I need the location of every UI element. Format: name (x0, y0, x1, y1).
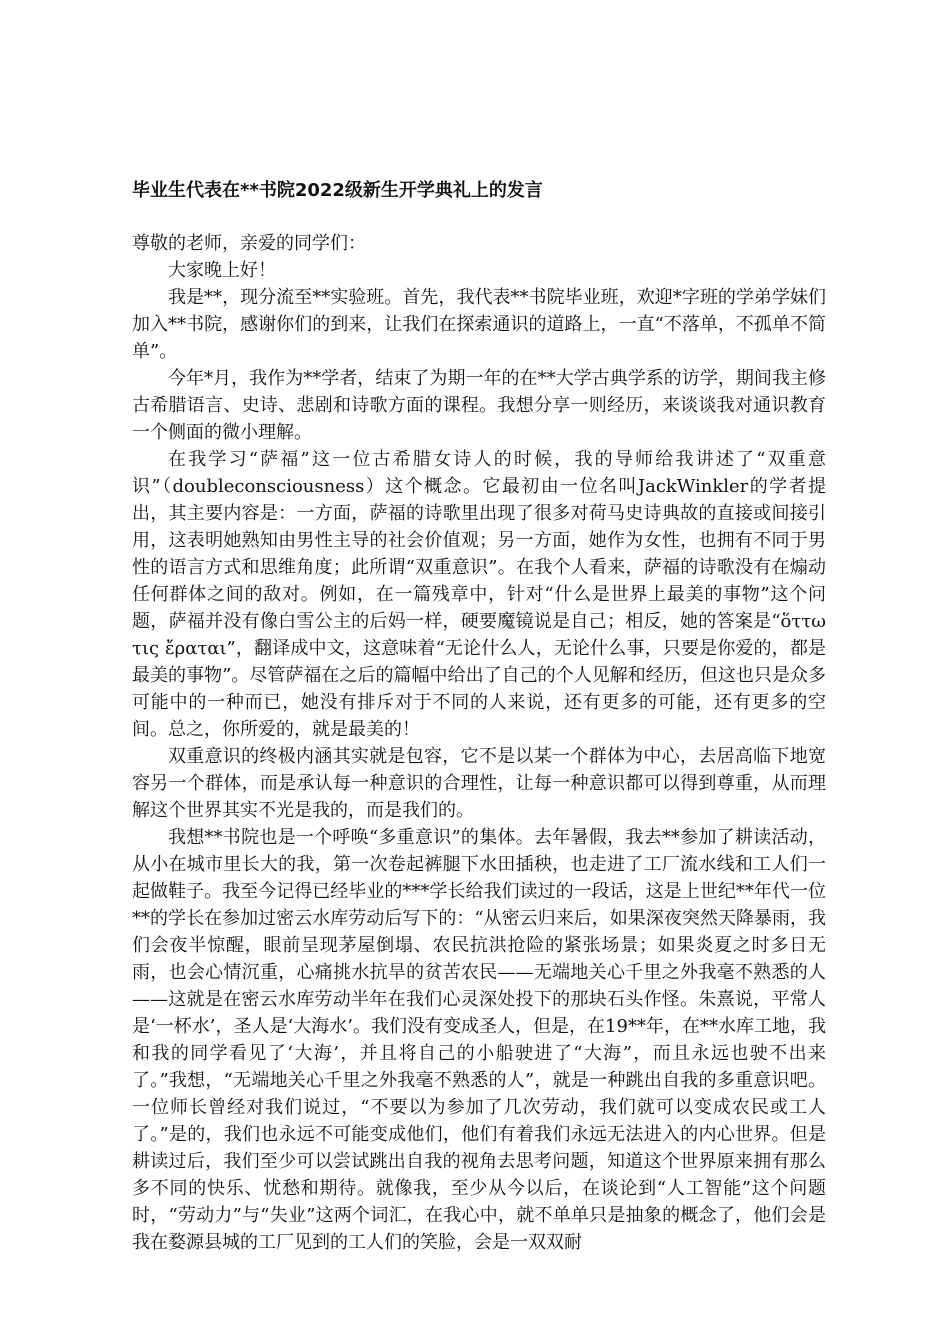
document-page (132, 178, 826, 1256)
paragraph-introduction: 我是**，现分流至**实验班。首先，我代表**书院毕业班，欢迎*字班的学弟学妹们加入**书院，感谢你们的到来，让我们在探索通识的道路上，一直“不落单，不孤单不简单”。 (132, 287, 826, 362)
paragraph-sappho-double-consciousness: 在我学习“萨福”这一位古希腊女诗人的时候，我的导师给我讲述了“双重意识”（doubleconsciousness）这个概念。它最初由一位名叫JackWinkler的学者提出，其主要内容是：一方面，萨福的诗歌里出现了很多对荷马史诗典故的直接或间接引用，这表明她熟知由男性主导的社会价值观；另一方面，她作为女性，也拥有不同于男性的语言方式和思维角度；此所谓“双重意识”。在我个人看来，萨福的诗歌没有在煽动任何群体之间的敌对。例如，在一篇残章中，针对“什么是世界上最美的事物”这个问题，萨福并没有像白雪公主的后妈一样，硬要魔镜说是自己；相反，她的答案是“ὅττω τις ἔραται”，翻译成中文，这意味着“无论什么人，无论什么事，只要是你爱的，都是最美的事物”。尽管萨福在之后的篇幅中给出了自己的个人见解和经历，但这也只是众多可能中的一种而已，她没有排斥对于不同的人来说，还有更多的可能，还有更多的空间。总之，你所爱的，就是最美的！ (132, 449, 826, 740)
paragraph-multiple-consciousness: 我想**书院也是一个呼唤“多重意识”的集体。去年暑假，我去**参加了耕读活动，从小在城市里长大的我，第一次卷起裤腿下水田插秧，也走进了工厂流水线和工人们一起做鞋子。我至今记得已经毕业的***学长给我们读过的一段话，这是上世纪**年代一位**的学长在参加过密云水库劳动后写下的：“从密云归来后，如果深夜突然天降暴雨，我们会夜半惊醒，眼前呈现茅屋倒塌、农民抗洪抢险的紧张场景；如果炎夏之时多日无雨，也会心情沉重，心痛挑水抗旱的贫苦农民——无端地关心千里之外我毫不熟悉的人——这就是在密云水库劳动半年在我们心灵深处投下的那块石头作怪。朱熹说，平常人是‘一杯水’，圣人是‘大海水’。我们没有变成圣人，但是，在19**年，在**水库工地，我和我的同学看见了‘大海’，并且将自己的小船驶进了“大海”，而且永远也驶不出来了。”我想，“无端地关心千里之外我毫不熟悉的人”，就是一种跳出自我的多重意识吧。一位师长曾经对我们说过，“不要以为参加了几次劳动，我们就可以变成农民或工人了。”是的，我们也永远不可能变成他们，他们有着我们永远无法进入的内心世界。但是耕读过后，我们至少可以尝试跳出自我的视角去思考问题，知道这个世界原来拥有那么多不同的快乐、忧愁和期待。就像我，至少从今以后，在谈论到“人工智能”这个问题时，“劳动力”与“失业”这两个词汇，在我心中，就不单单只是抽象的概念了，他们会是我在婺源县城的工厂见到的工人们的笑脸，会是一双双耐 (132, 827, 826, 1253)
paragraph-tolerance: 双重意识的终极内涵其实就是包容，它不是以某一个群体为中心，去居高临下地宽容另一个群体，而是承认每一种意识的合理性，让每一种意识都可以得到尊重，从而理解这个世界其实不光是我的，而是我们的。 (132, 746, 826, 821)
paragraph-greeting: 大家晚上好！ (168, 260, 276, 281)
paragraph-exchange-study: 今年*月，我作为**学者，结束了为期一年的在**大学古典学系的访学，期间我主修古希腊语言、史诗、悲剧和诗歌方面的课程。我想分享一则经历，来谈谈我对通识教育一个侧面的微小理解。 (132, 368, 826, 443)
salutation: 尊敬的老师，亲爱的同学们： (132, 233, 366, 254)
document-title: 毕业生代表在**书院2022级新生开学典礼上的发言 (132, 180, 543, 201)
